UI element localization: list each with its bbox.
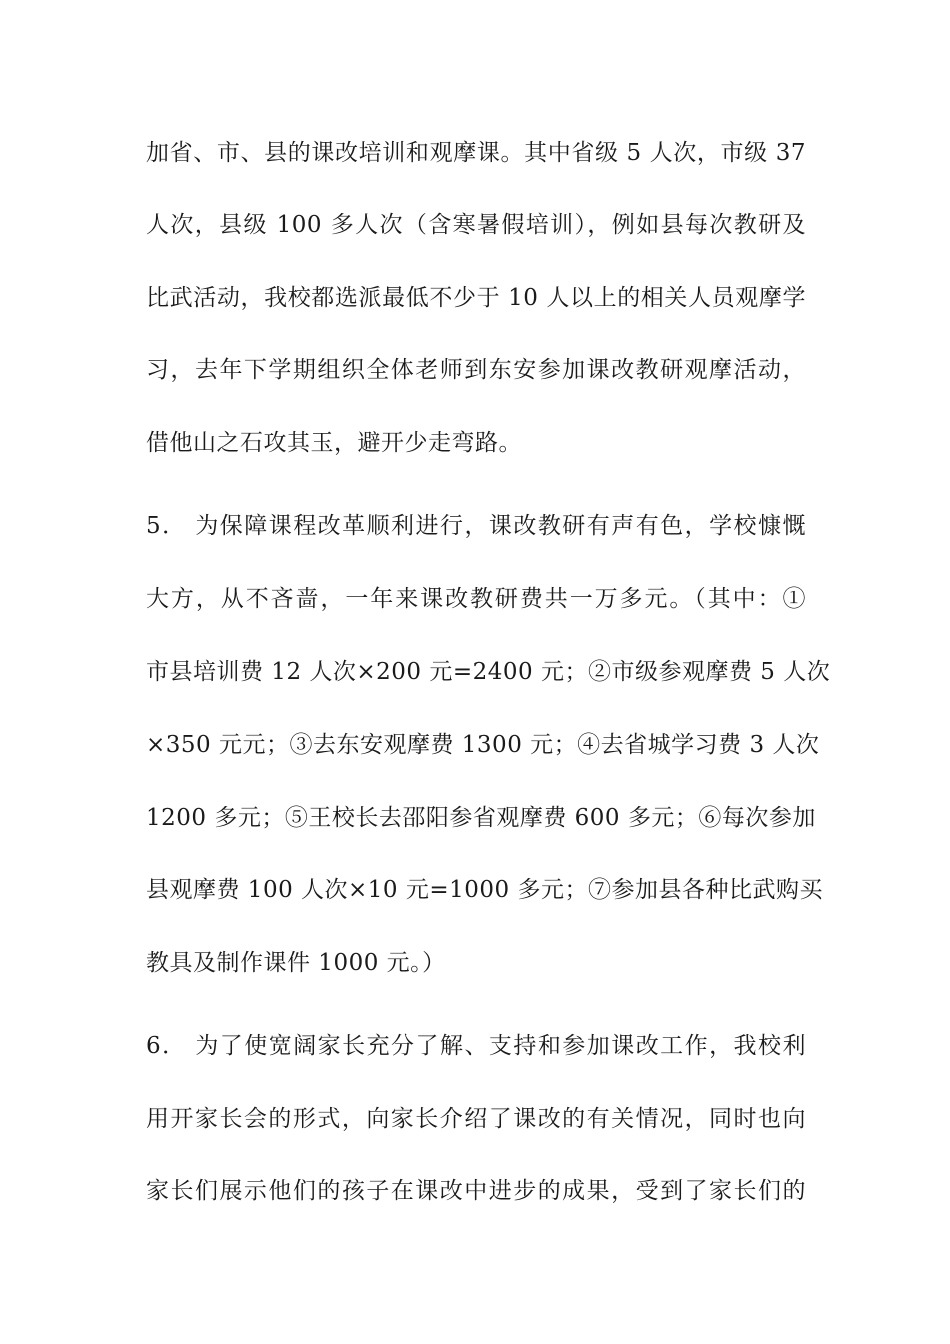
text-line-13: 6． 为了使宽阔家长充分了解、支持和参加课改工作，我校利 [146, 1033, 806, 1059]
text-line-4: 习，去年下学期组织全体老师到东安参加课改教研观摩活动， [146, 357, 806, 383]
text-line-7: 大方，从不吝啬，一年来课改教研费共一万多元。（其中：① [146, 586, 806, 612]
text-line-8: 市县培训费 12 人次×200 元=2400 元；②市级参观摩费 5 人次 [146, 659, 831, 685]
text-line-12: 教具及制作课件 1000 元。） [146, 950, 446, 976]
text-line-10: 1200 多元；⑤王校长去邵阳参省观摩费 600 多元；⑥每次参加 [146, 805, 816, 831]
text-line-1: 加省、市、县的课改培训和观摩课。其中省级 5 人次，市级 37 [146, 140, 806, 166]
text-line-6: 5． 为保障课程改革顺利进行，课改教研有声有色，学校慷慨 [146, 513, 806, 539]
text-line-11: 县观摩费 100 人次×10 元=1000 多元；⑦参加县各种比武购买 [146, 877, 823, 903]
text-line-2: 人次，县级 100 多人次（含寒暑假培训），例如县每次教研及 [146, 212, 806, 238]
text-line-14: 用开家长会的形式，向家长介绍了课改的有关情况，同时也向 [146, 1106, 806, 1132]
text-line-9: ×350 元元；③去东安观摩费 1300 元；④去省城学习费 3 人次 [146, 732, 820, 758]
text-line-15: 家长们展示他们的孩子在课改中进步的成果，受到了家长们的 [146, 1178, 806, 1204]
text-line-3: 比武活动，我校都选派最低不少于 10 人以上的相关人员观摩学 [146, 285, 806, 311]
text-line-5: 借他山之石攻其玉，避开少走弯路。 [146, 430, 522, 456]
